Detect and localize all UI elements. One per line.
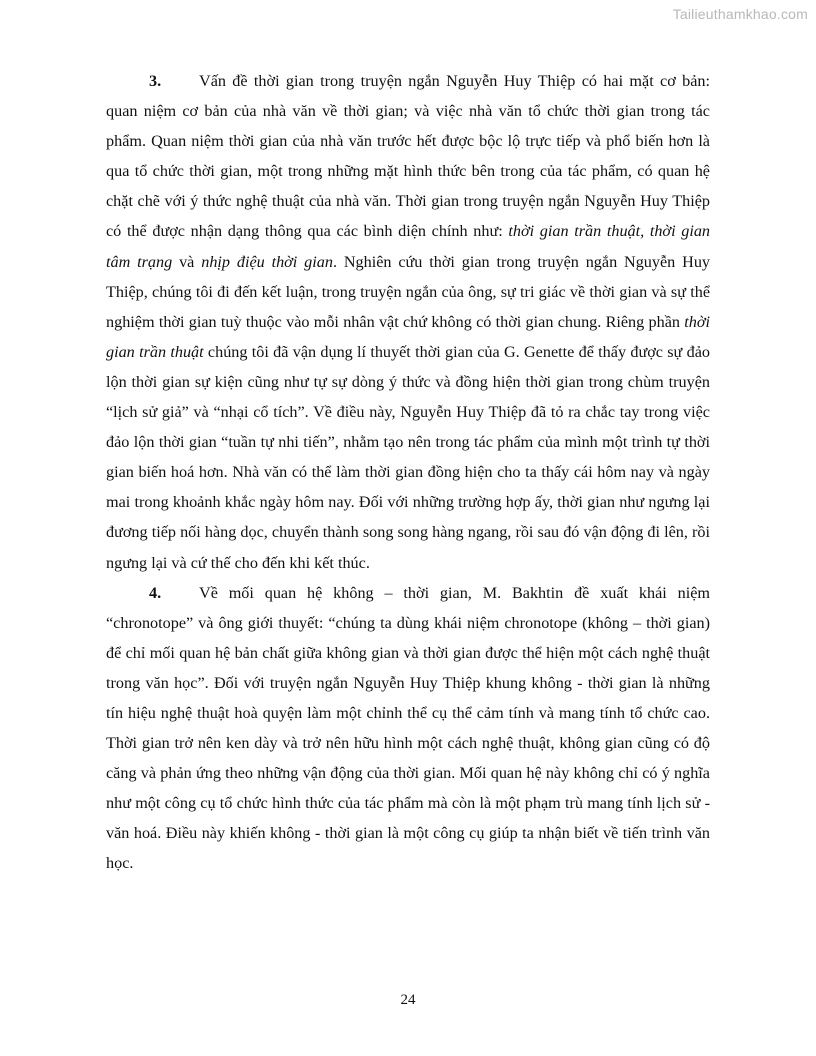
italic-term: thời gian trần thuật, thời gian tâm trạng (106, 222, 711, 271)
italic-term: nhịp điệu thời gian (201, 252, 333, 271)
italic-term: thời gian trần thuật (106, 312, 710, 361)
text-run: và (172, 252, 202, 271)
watermark: Tailieuthamkhao.com (672, 6, 808, 22)
paragraph-4 (106, 578, 710, 879)
paragraph-number: 3. (149, 72, 162, 90)
paragraph-3 (106, 66, 710, 578)
paragraph-number: 4. (149, 583, 162, 602)
body-text (106, 66, 710, 879)
text-run: Vấn đề thời gian trong truyện ngắn Nguyễn Huy Thiệp có hai mặt cơ bản: quan niệm cơ bản của nhà văn về thời gian; và việc nhà văn tổ chức thời gian trong tác phẩm. Quan niệm thời gian của nhà văn trước hết được bộc lộ trực tiếp và phổ biến hơn là qua tổ chức thời gian, một trong những mặt hình thức bên trong của tác phẩm, có quan hệ chặt chẽ với ý thức nghệ thuật của nhà văn. Thời gian trong truyện ngắn Nguyễn Huy Thiệp có thể được nhận dạng thông qua các bình diện chính như: (106, 72, 710, 241)
text-run: Về mối quan hệ không – thời gian, M. Bakhtin đề xuất khái niệm “chronotope” và ông giới thuyết: “chúng ta dùng khái niệm chronotope (không – thời gian) để chỉ mối quan hệ bản chất giữa không gian và thời gian được thể hiện một cách nghệ thuật trong văn học”. Đối với truyện ngắn Nguyễn Huy Thiệp khung không - thời gian là những tín hiệu nghệ thuật hoà quyện làm một chỉnh thể cụ thể cảm tính và mang tính tổ chức cao. Thời gian trở nên ken dày và trở nên hữu hình một cách nghệ thuật, không gian cũng có độ căng và phản ứng theo những vận động của thời gian. Mối quan hệ này không chỉ có ý nghĩa như một công cụ tổ chức hình thức của tác phẩm mà còn là một phạm trù mang tính lịch sử - văn hoá. Điều này khiến không - thời gian là một công cụ giúp ta nhận biết về tiến trình văn học. (106, 583, 710, 873)
page-number: 24 (400, 992, 416, 1008)
text-run: . Nghiên cứu thời gian trong truyện ngắn Nguyễn Huy Thiệp, chúng tôi đi đến kết luận, trong truyện ngắn của ông, sự tri giác về thời gian và sự thể nghiệm thời gian tuỳ thuộc vào mỗi nhân vật chứ không có thời gian chung. Riêng phần (106, 252, 711, 331)
text-run: chúng tôi đã vận dụng lí thuyết thời gian của G. Genette để thấy được sự đảo lộn thời gian sự kiện cũng như tự sự dòng ý thức và đồng hiện thời gian trong chùm truyện “lịch sử giả” và “nhại cổ tích”. Về điều này, Nguyễn Huy Thiệp đã tỏ ra chắc tay trong việc đảo lộn thời gian “tuần tự nhi tiến”, nhằm tạo nên trong tác phẩm của mình một trình tự thời gian biến hoá hơn. Nhà văn có thể làm thời gian đồng hiện cho ta thấy cái hôm nay và ngày mai trong khoảnh khắc ngày hôm nay. Đối với những trường hợp ấy, thời gian như ngưng lại đương tiếp nối hàng dọc, chuyển thành song song hàng ngang, rồi sau đó vận động đi lên, rồi ngưng lại và cứ thế cho đến khi kết thúc. (106, 342, 710, 572)
